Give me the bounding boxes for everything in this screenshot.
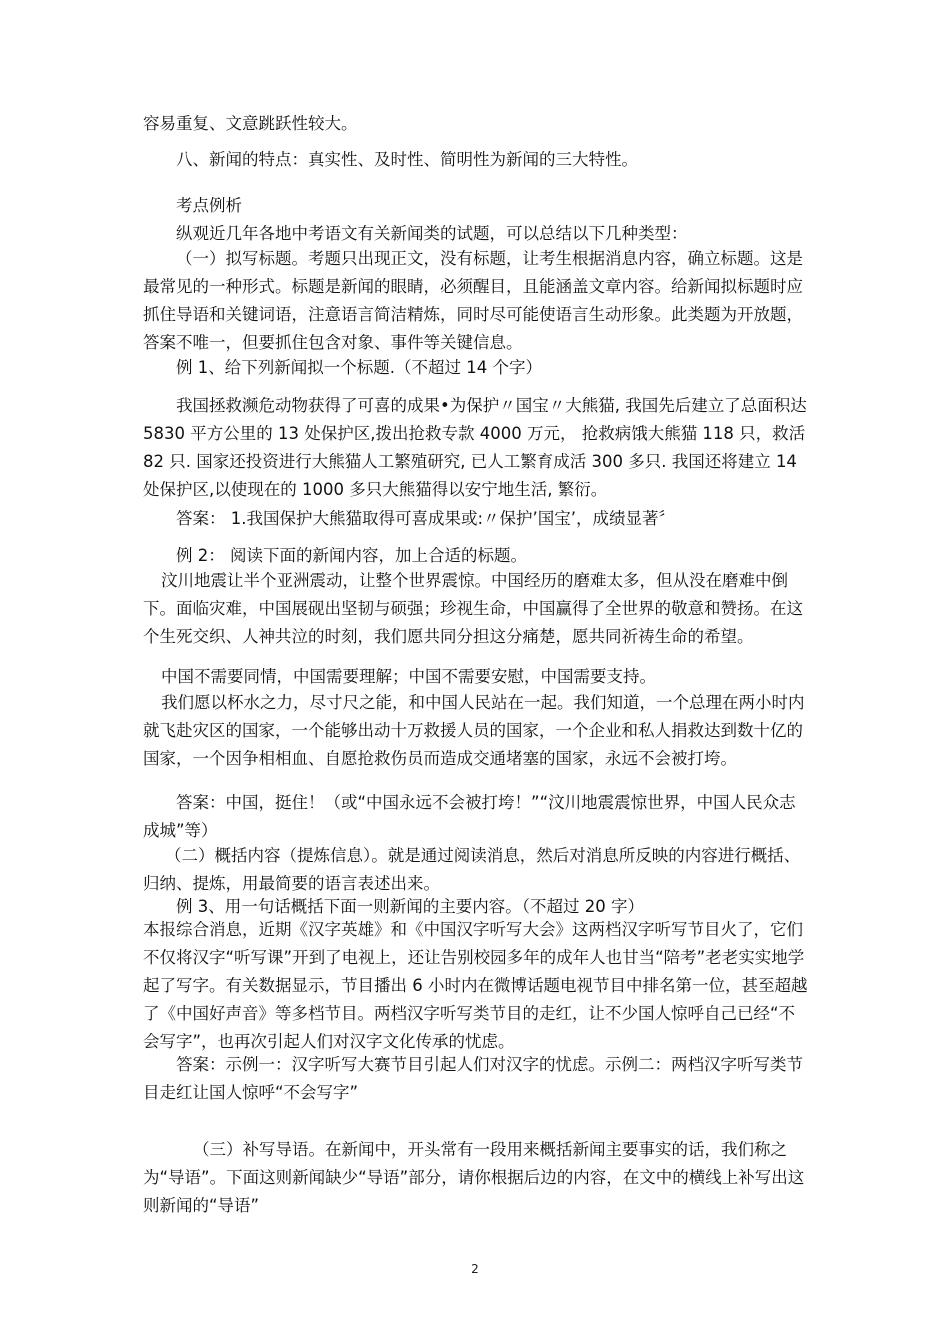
- paragraph: 例 1、给下列新闻拟一个标题.（不超过 14 个字）: [176, 358, 542, 377]
- paragraph: （三）补写导语。在新闻中，开头常有一段用来概括新闻主要事实的话，我们称之为“导语”。下面这则新闻缺少“导语”部分，请你根据后边的内容，在文中的横线上补写出这则新闻的“导语”: [143, 1140, 805, 1215]
- answer-paragraph: 答案： 1.我国保护大熊猫取得可喜成果或:〃保护’国宝’，成绩显著〞: [176, 509, 676, 528]
- paragraph: 我国拯救濒危动物获得了可喜的成果•为保护〃国宝〃大熊猫, 我国先后建立了总面积达 5830 平方公里的 13 处保护区,拨出抢救专款 4000 万元， 抢救病饿大熊猫 118 只，救活 82 只. 国家还投资进行大熊猫人工繁殖研究, 已人工繁育成活 300 多只. 我国还将建立 14 处保护区,以使现在的 1000 多只大熊猫得以安宁地生活, 繁衍。: [143, 396, 807, 499]
- paragraph: 我们愿以杯水之力，尽寸尺之能，和中国人民站在一起。我们知道，一个总理在两小时内就飞赴灾区的国家，一个能够出动十万救援人员的国家，一个企业和私人捐救达到数十亿的国家，一个因争相相血、自愿抢救伤员而造成交通堵塞的国家，永远不会被打垮。: [143, 693, 805, 768]
- section-heading: 考点例析: [176, 196, 242, 215]
- answer-paragraph: 答案：中国，挺住！（或“中国永远不会被打垮！”“汶川地震震惊世界，中国人民众志成城”等）: [143, 793, 796, 840]
- paragraph: （一）拟写标题。考题只出现正文，没有标题，让考生根据消息内容，确立标题。这是最常见的一种形式。标题是新闻的眼睛，必须醒目，且能涵盖文章内容。给新闻拟标题时应抓住导语和关键词语，注意语言简洁精炼，同时尽可能使语言生动形象。此类题为开放题，答案不唯一，但要抓住包含对象、事件等关键信息。: [143, 249, 803, 352]
- page-number: 2: [471, 1262, 479, 1276]
- paragraph: 例 2： 阅读下面的新闻内容，加上合适的标题。: [176, 546, 527, 565]
- paragraph: 容易重复、文意跳跃性较大。: [143, 114, 358, 133]
- paragraph: 纵观近几年各地中考语文有关新闻类的试题，可以总结以下几种类型：: [176, 224, 688, 243]
- paragraph: （二）概括内容（提炼信息）。就是通过阅读消息，然后对消息所反映的内容进行概括、归纳、提炼，用最简要的语言表述出来。: [143, 846, 801, 893]
- answer-paragraph: 答案：示例一：汉字听写大赛节目引起人们对汉字的忧虑。示例二：两档汉字听写类节目走红让国人惊呼“不会写字”: [143, 1055, 803, 1102]
- paragraph: 汶川地震让半个亚洲震动，让整个世界震惊。中国经历的磨难太多，但从没在磨难中倒下。面临灾难，中国展砚出坚韧与硕强；珍视生命，中国赢得了全世界的敬意和赞扬。在这个生死交织、人神共泣的时刻，我们愿共同分担这分痛楚，愿共同祈祷生命的希望。: [143, 571, 803, 646]
- paragraph: 例 3、用一句话概括下面一则新闻的主要内容。（不超过 20 字）: [176, 897, 644, 916]
- paragraph: 中国不需要同情，中国需要理解；中国不需要安慰，中国需要支持。: [161, 667, 656, 686]
- paragraph: 本报综合消息，近期《汉字英雄》和《中国汉字听写大会》这两档汉字听写节目火了，它们不仅将汉字“听写课”开到了电视上，还让告别校园多年的成年人也甘当“陪考”老老实实地学起了写字。有关数据显示，节目播出 6 小时内在微博话题电视节目中排名第一位，甚至超越了《中国好声音》等多档节目。两档汉字听写类节目的走红，让不少国人惊呼自己已经“不会写字”，也再次引起人们对汉字文化传承的忧虑。: [143, 920, 808, 1051]
- paragraph: 八、新闻的特点：真实性、及时性、简明性为新闻的三大特性。: [176, 150, 638, 169]
